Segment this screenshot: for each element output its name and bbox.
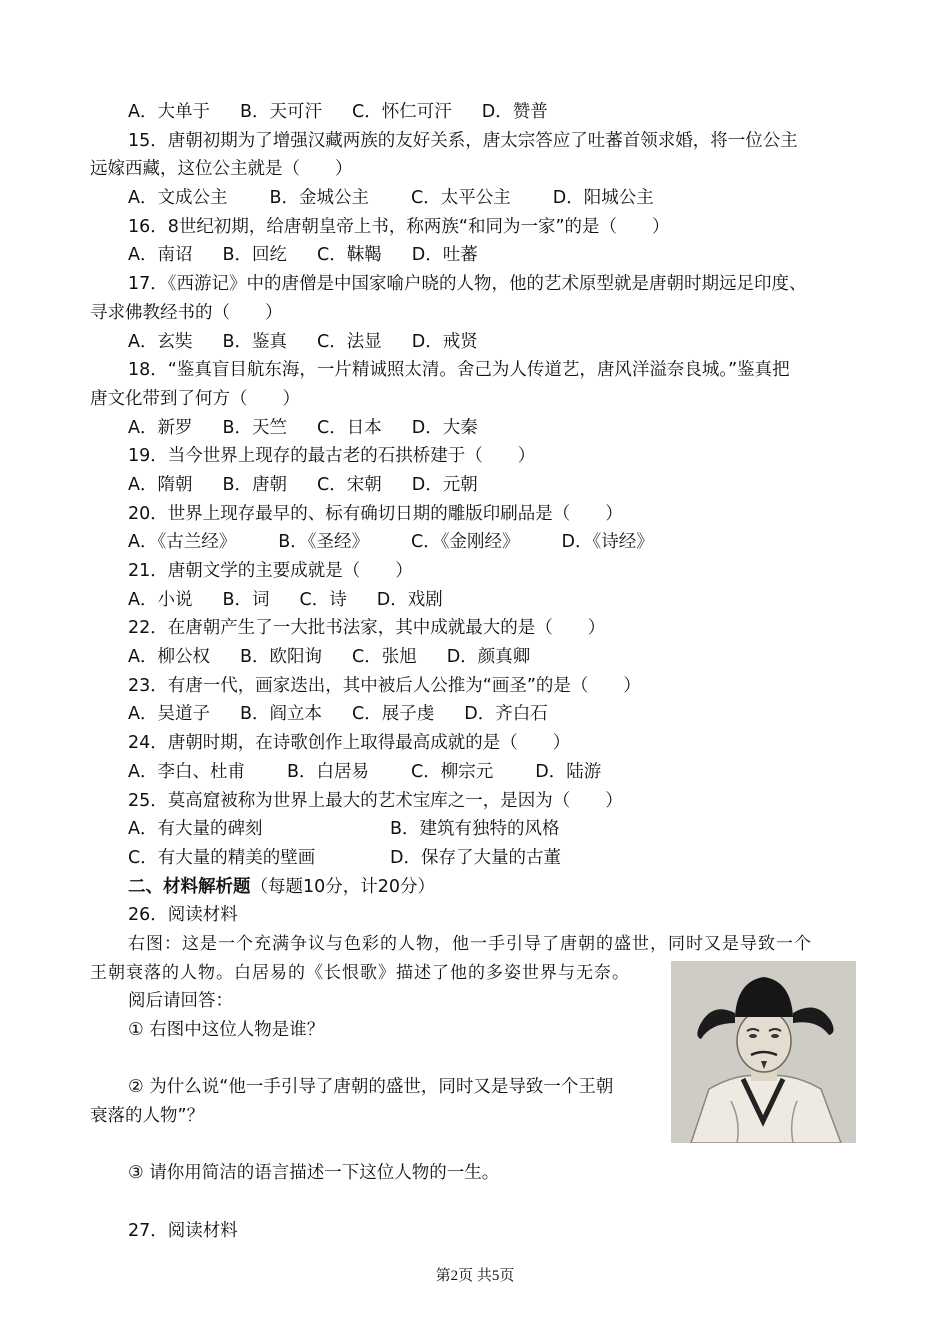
q25-stem: 25．莫高窟被称为世界上最大的艺术宝库之一，是因为（ ）: [128, 790, 623, 811]
q25-options-row1: [90, 815, 860, 844]
option-d: D．戏剧: [376, 589, 443, 610]
option-a: A．柳公权: [128, 647, 210, 668]
option-b: B．唐朝: [222, 474, 287, 495]
q23-options: [90, 700, 860, 729]
q16-stem: 16．8世纪初期，给唐朝皇帝上书，称两族“和同为一家”的是（ ）: [128, 216, 670, 237]
q22-options: [90, 643, 860, 672]
option-b: B．词: [222, 589, 270, 610]
q18-stem-cont: 唐文化带到了何方（ ）: [90, 388, 300, 409]
option-a: A．《古兰经》: [128, 532, 237, 553]
option-a: A．玄奘: [128, 331, 193, 352]
option-d: D．保存了大量的古董: [390, 847, 561, 868]
option-d: D．吐蕃: [411, 245, 478, 266]
option-a: A．李白、杜甫: [128, 761, 245, 782]
option-c: C．诗: [299, 589, 347, 610]
option-c: C．法显: [317, 331, 382, 352]
q24-stem: 24．唐朝时期，在诗歌创作上取得最高成就的是（ ）: [128, 733, 571, 754]
option-b: B．白居易: [286, 761, 369, 782]
q26-material-line2: 王朝衰落的人物。白居易的《长恨歌》描述了他的多姿世界与无奈。: [90, 962, 630, 983]
q26-prompt: 阅后请回答：: [128, 991, 233, 1012]
section-title: 二、材料解析题: [128, 876, 251, 897]
q20-options: [90, 528, 860, 557]
option-c: C．柳宗元: [411, 761, 494, 782]
q21-stem: 21．唐朝文学的主要成就是（ ）: [128, 561, 413, 581]
option-d: D．赞普: [481, 102, 548, 122]
option-b: B．金城公主: [269, 188, 369, 209]
option-b: B．天竺: [222, 417, 287, 438]
option-d: D．颜真卿: [446, 647, 531, 668]
option-a: A．南诏: [128, 245, 193, 266]
option-d: D．元朝: [411, 474, 478, 495]
option-c: C．展子虔: [352, 704, 435, 725]
q15-stem-cont: 远嫁西藏，这位公主就是（ ）: [90, 159, 353, 180]
page-footer: 第2页 共5页: [435, 1268, 515, 1284]
option-a: A．文成公主: [128, 188, 228, 209]
option-a: A．大单于: [128, 102, 210, 122]
option-d: D．陆游: [535, 761, 602, 782]
q27-title: 27．阅读材料: [128, 1220, 238, 1241]
option-b: B．回纥: [222, 245, 287, 266]
q23-stem: 23．有唐一代，画家迭出，其中被后人公推为“画圣”的是（ ）: [128, 675, 641, 696]
q25-options-row2: [90, 844, 860, 873]
q14-options: [90, 98, 860, 127]
q24-options: [90, 758, 860, 787]
q15-stem: 15．唐朝初期为了增强汉藏两族的友好关系，唐太宗答应了吐蕃首领求婚，将一位公主: [128, 130, 798, 151]
q19-stem: 19．当今世界上现存的最古老的石拱桥建于（ ）: [128, 446, 536, 467]
q17-stem: 17．《西游记》中的唐僧是中国家喻户晓的人物，他的艺术原型就是唐朝时期远足印度、: [128, 274, 807, 295]
q22-stem: 22．在唐朝产生了一大批书法家，其中成就最大的是（ ）: [128, 618, 606, 639]
q19-options: [90, 471, 860, 500]
option-b: B．建筑有独特的风格: [390, 819, 560, 840]
option-b: B．阎立本: [239, 704, 322, 725]
q18-stem: 18．“鉴真盲目航东海，一片精诚照太清。舍己为人传道艺，唐风洋溢奈良城。”鉴真把: [128, 360, 790, 381]
q18-options: [90, 414, 860, 443]
option-a: A．小说: [128, 589, 193, 610]
option-d: D．戒贤: [411, 331, 478, 352]
option-b: B．天可汗: [239, 102, 322, 122]
option-d: D．大秦: [411, 417, 478, 438]
option-c: C．怀仁可汗: [352, 102, 452, 122]
q26-sub1: ① 右图中这位人物是谁？: [128, 1020, 325, 1040]
q26-sub3: ③ 请你用简洁的语言描述一下这位人物的一生。: [128, 1163, 500, 1184]
option-c: C．张旭: [352, 647, 417, 668]
q17-stem-cont: 寻求佛教经书的（ ）: [90, 302, 283, 323]
section-heading: [90, 873, 860, 902]
q26-sub2-cont: 衰落的人物”？: [90, 1106, 205, 1127]
option-a: A．新罗: [128, 417, 193, 438]
q21-options: [90, 586, 860, 615]
q26-title: 26．阅读材料: [128, 905, 238, 926]
option-c: C．宋朝: [317, 474, 382, 495]
option-c: C．日本: [317, 417, 382, 438]
option-d: D．阳城公主: [552, 188, 654, 209]
option-a: A．隋朝: [128, 474, 193, 495]
q26-material-line1: 右图：这是一个充满争议与色彩的人物，他一手引导了唐朝的盛世，同时又是导致一个: [128, 933, 812, 954]
q20-stem: 20．世界上现存最早的、标有确切日期的雕版印刷品是（ ）: [128, 503, 623, 524]
option-c: C．太平公主: [411, 188, 511, 209]
option-b: B．欧阳询: [239, 647, 322, 668]
q16-options: [90, 241, 860, 270]
option-b: B．鉴真: [222, 331, 287, 352]
option-b: B．《圣经》: [278, 532, 369, 553]
option-c: C．《金刚经》: [411, 532, 520, 553]
option-a: A．有大量的碑刻: [128, 819, 263, 840]
option-d: D．《诗经》: [561, 532, 654, 553]
q26-sub2: ② 为什么说“他一手引导了唐朝的盛世，同时又是导致一个王朝: [128, 1077, 614, 1098]
portrait-image: [671, 961, 856, 1143]
q15-options: [90, 184, 860, 213]
q17-options: [90, 328, 860, 357]
option-c: C．有大量的精美的壁画: [128, 847, 316, 868]
option-c: C．靺鞨: [317, 245, 382, 266]
section-score: （每题10分，计20分）: [250, 876, 436, 897]
option-d: D．齐白石: [464, 704, 548, 725]
option-a: A．吴道子: [128, 704, 210, 725]
